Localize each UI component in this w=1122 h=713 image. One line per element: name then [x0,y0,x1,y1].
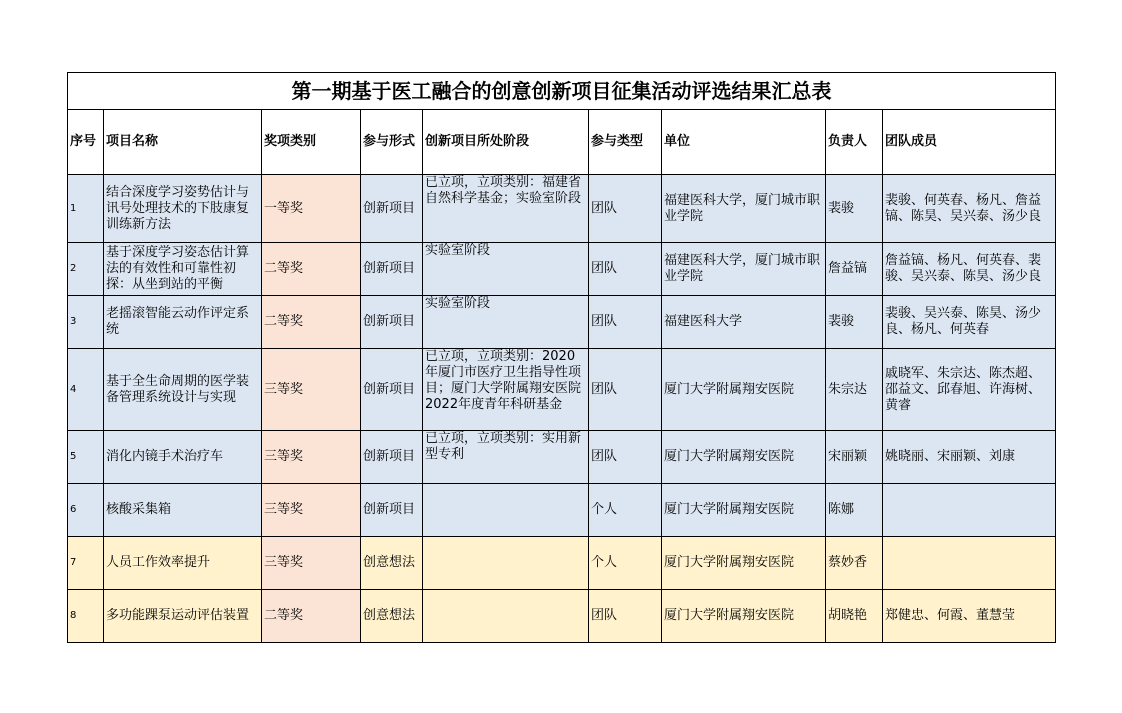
row-no: 2 [68,243,104,296]
table-row [68,590,1056,643]
row-name: 多功能踝泵运动评估装置 [104,590,262,643]
row-name-text: 基于深度学习姿态估计算法的有效性和可靠性初探：从坐到站的平衡 [106,245,250,292]
row-stage [423,484,589,537]
row-name: 核酸采集箱 [104,484,262,537]
row-members [883,537,1056,590]
row-award: 二等奖 [262,590,361,643]
row-leader: 陈娜 [826,484,883,537]
row-unit: 福建医科大学，厦门城市职业学院 [662,175,826,243]
row-leader: 蔡妙香 [826,537,883,590]
row-members: 裴骏、何英春、杨凡、詹益镐、陈昊、吴兴泰、汤少良 [883,175,1056,243]
header-award: 奖项类别 [262,110,361,175]
row-name [104,243,262,296]
row-members: 戚晓军、朱宗达、陈杰超、邵益文、邱春旭、许海树、黄睿 [883,349,1056,431]
row-form: 创新项目 [361,349,423,431]
table-row [68,349,1056,431]
row-type: 团队 [589,590,662,643]
row-members: 詹益镐、杨凡、何英春、裴骏、吴兴泰、陈昊、汤少良 [883,243,1056,296]
table-row [68,296,1056,349]
row-stage: 实验室阶段 [423,296,589,349]
row-form: 创新项目 [361,484,423,537]
row-no: 4 [68,349,104,431]
header-unit: 单位 [662,110,826,175]
row-award: 三等奖 [262,484,361,537]
row-award: 三等奖 [262,349,361,431]
row-no: 6 [68,484,104,537]
row-stage: 已立项，立项类别：福建省自然科学基金；实验室阶段 [423,175,589,243]
header-form: 参与形式 [361,110,423,175]
row-award: 三等奖 [262,431,361,484]
row-award: 二等奖 [262,296,361,349]
row-leader: 胡晓艳 [826,590,883,643]
row-stage [423,537,589,590]
row-unit: 福建医科大学 [662,296,826,349]
row-award: 一等奖 [262,175,361,243]
table-title: 第一期基于医工融合的创意创新项目征集活动评选结果汇总表 [68,73,1056,110]
header-members: 团队成员 [883,110,1056,175]
row-stage: 实验室阶段 [423,243,589,296]
title-row [68,73,1056,110]
row-members [883,484,1056,537]
row-award: 三等奖 [262,537,361,590]
row-leader: 宋丽颖 [826,431,883,484]
header-name: 项目名称 [104,110,262,175]
row-stage-text: 已立项，立项类别：2020年厦门市医疗卫生指导性项目；厦门大学附属翔安医院2022年度青年科研基金 [425,349,582,412]
row-form: 创新项目 [361,175,423,243]
row-members: 姚晓丽、宋丽颖、刘康 [883,431,1056,484]
header-stage: 创新项目所处阶段 [423,110,589,175]
row-stage: 已立项，立项类别：实用新型专利 [423,431,589,484]
header-leader: 负责人 [826,110,883,175]
row-unit: 厦门大学附属翔安医院 [662,484,826,537]
row-unit: 厦门大学附属翔安医院 [662,431,826,484]
row-type: 团队 [589,296,662,349]
row-leader: 朱宗达 [826,349,883,431]
row-form: 创新项目 [361,431,423,484]
header-type: 参与类型 [589,110,662,175]
row-form: 创新项目 [361,243,423,296]
results-table [67,72,1056,643]
header-no: 序号 [68,110,104,175]
row-form: 创意想法 [361,590,423,643]
row-unit: 福建医科大学，厦门城市职业学院 [662,243,826,296]
row-members: 郑健忠、何霞、董慧莹 [883,590,1056,643]
row-unit: 厦门大学附属翔安医院 [662,349,826,431]
row-no: 7 [68,537,104,590]
row-name: 基于全生命周期的医学装备管理系统设计与实现 [104,349,262,431]
row-type: 个人 [589,484,662,537]
row-award: 二等奖 [262,243,361,296]
row-form: 创新项目 [361,296,423,349]
row-no: 5 [68,431,104,484]
table-row [68,484,1056,537]
row-leader: 詹益镐 [826,243,883,296]
row-no: 8 [68,590,104,643]
row-stage [423,349,589,431]
row-type: 团队 [589,243,662,296]
table-row [68,537,1056,590]
header-row [68,110,1056,175]
row-no: 3 [68,296,104,349]
row-name: 结合深度学习姿势估计与讯号处理技术的下肢康复训练新方法 [104,175,262,243]
row-type: 个人 [589,537,662,590]
row-unit: 厦门大学附属翔安医院 [662,537,826,590]
row-type: 团队 [589,431,662,484]
row-name: 老摇滚智能云动作评定系统 [104,296,262,349]
table-row [68,431,1056,484]
row-leader: 裴骏 [826,175,883,243]
row-unit: 厦门大学附属翔安医院 [662,590,826,643]
row-type: 团队 [589,175,662,243]
table-row [68,243,1056,296]
row-name: 人员工作效率提升 [104,537,262,590]
row-no: 1 [68,175,104,243]
row-members: 裴骏、吴兴泰、陈昊、汤少良、杨凡、何英春 [883,296,1056,349]
row-type: 团队 [589,349,662,431]
row-stage [423,590,589,643]
table-row [68,175,1056,243]
row-form: 创意想法 [361,537,423,590]
row-name: 消化内镜手术治疗车 [104,431,262,484]
row-leader: 裴骏 [826,296,883,349]
